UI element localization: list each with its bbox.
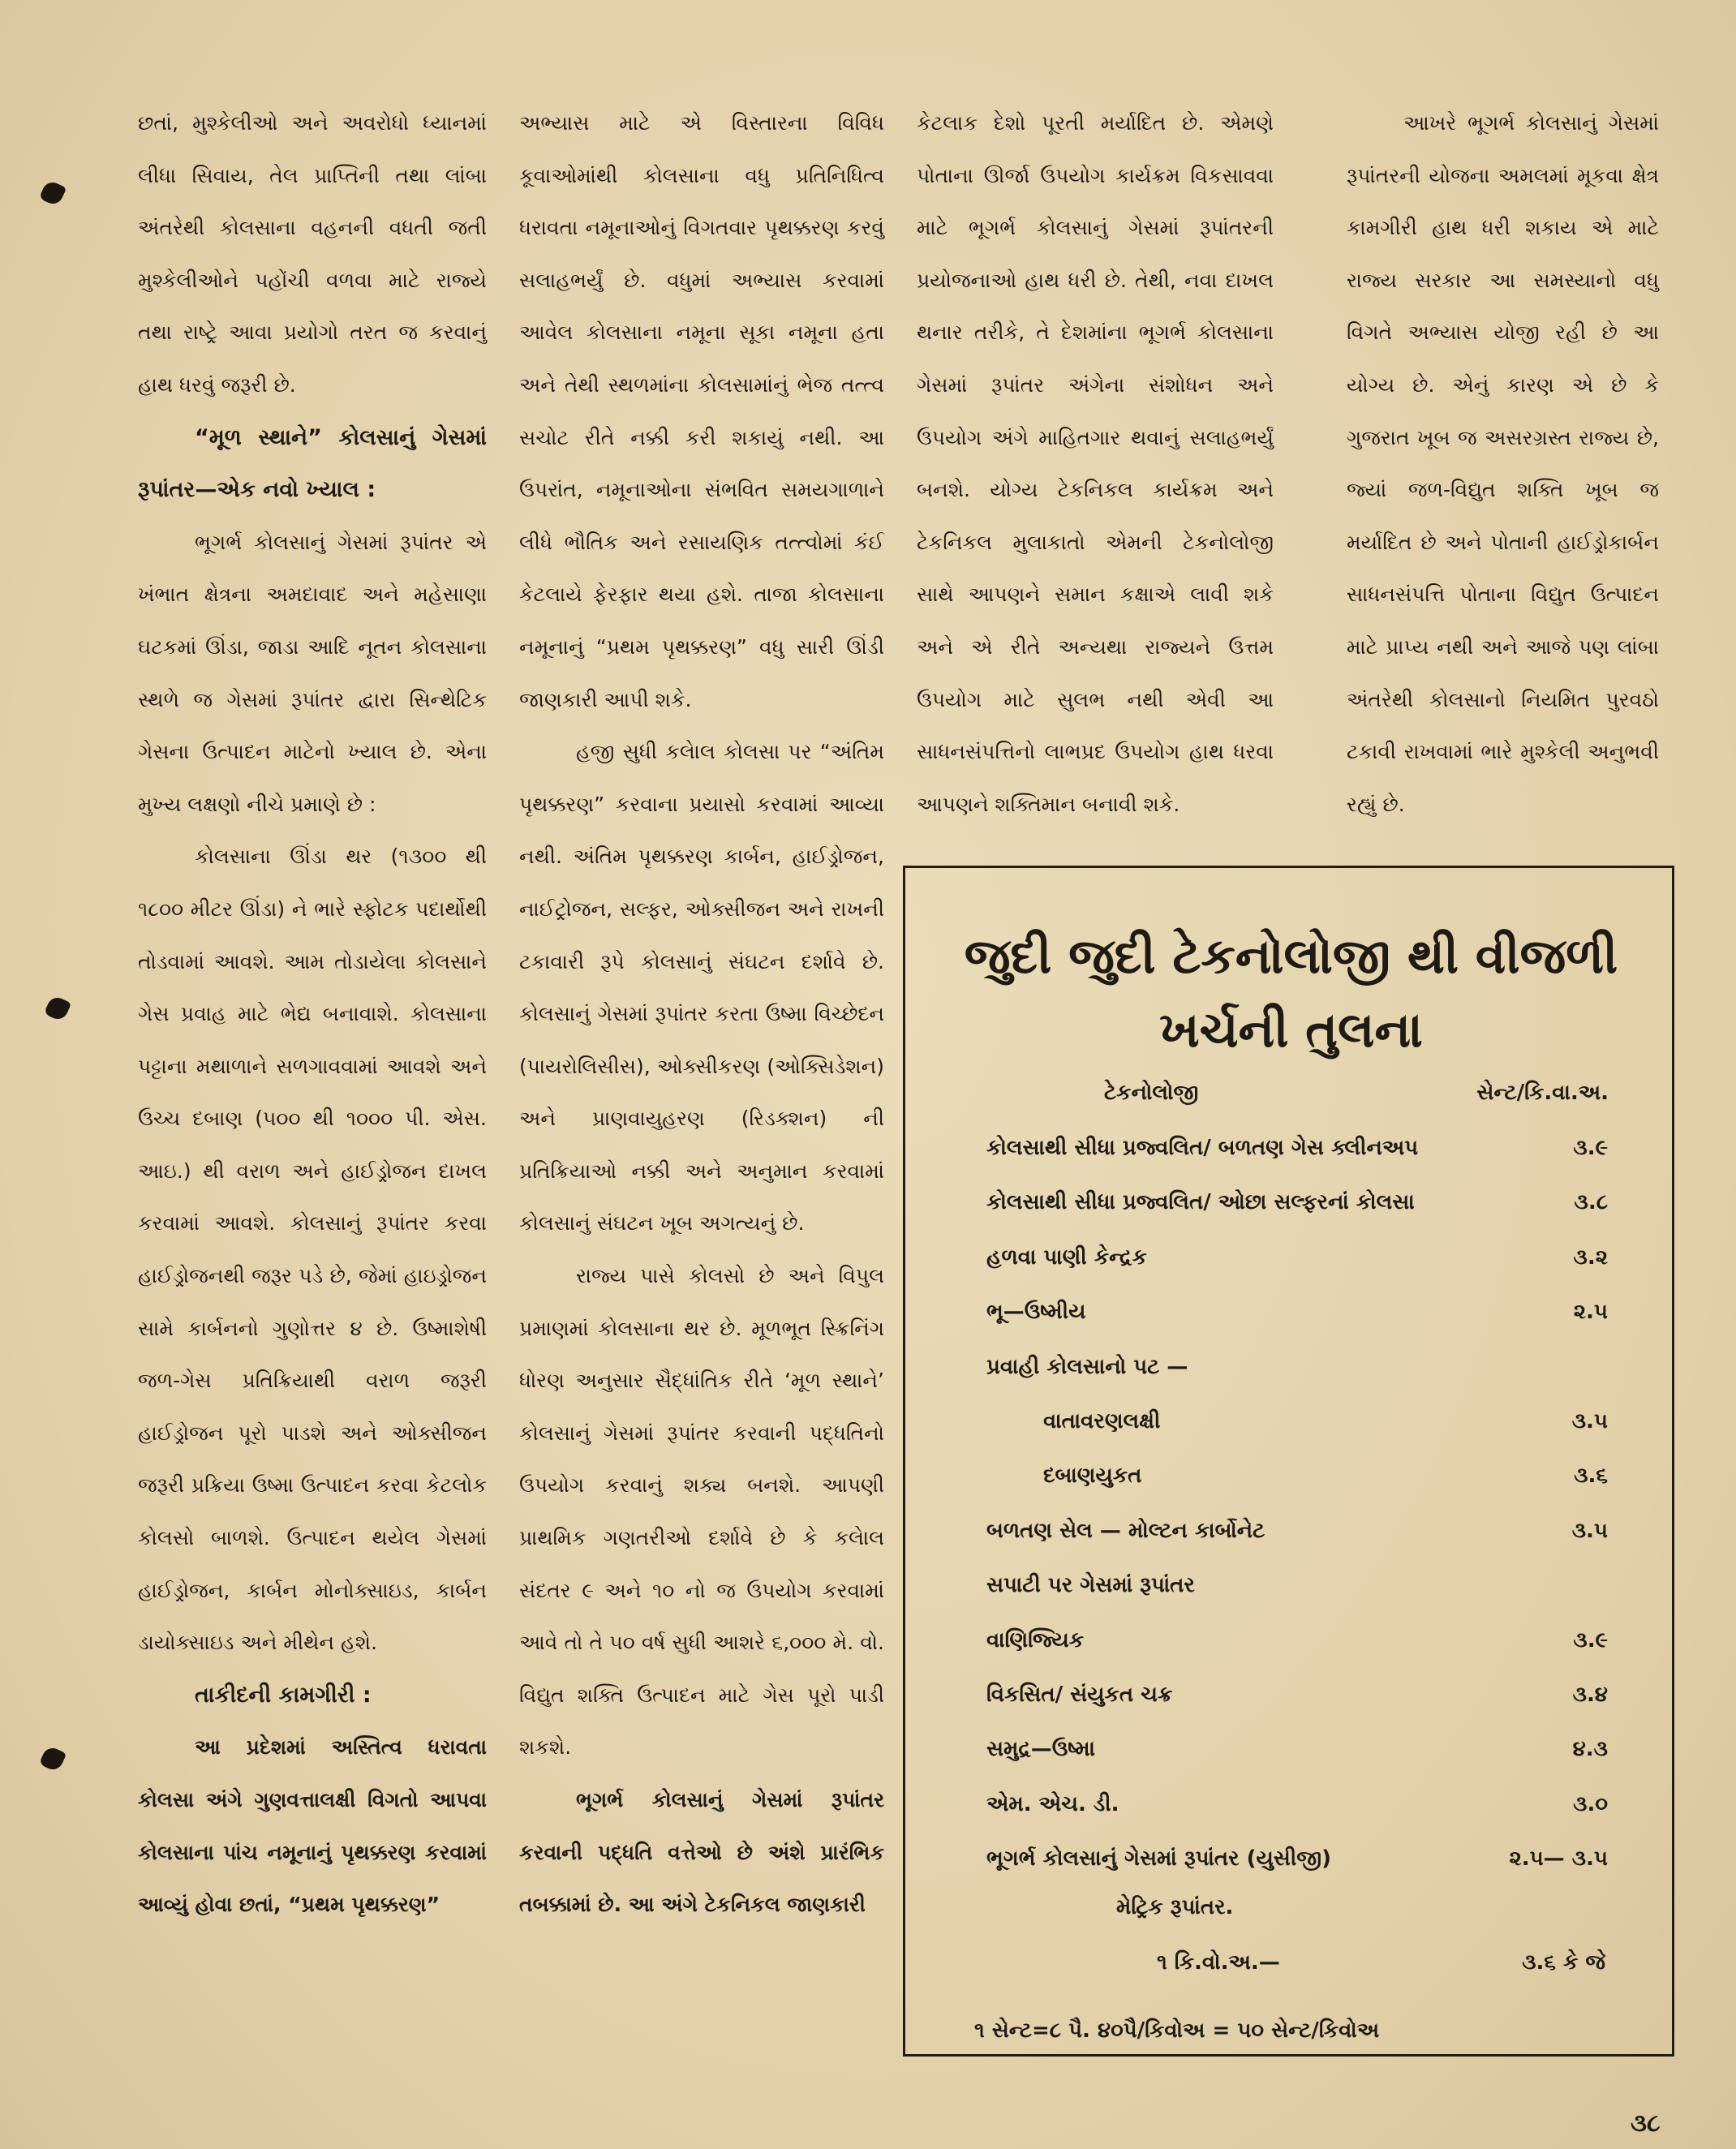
row-value: ૨.૫— ૩.૫ [1509,1846,1608,1872]
row-label: કોલસાથી સીધા પ્રજ્વલિત/ ઓછા સલ્ફરનાં કોલસા [986,1190,1415,1215]
table-row [905,1245,1677,1278]
cost-comparison-box [903,866,1674,2057]
row-value: ૩.૮ [1574,1190,1608,1215]
paragraph: આ પ્રદેશમાં અસ્તિત્વ ધરાવતા કોલસા અંગે ગુણવત્તાલક્ષી વિગતો આપવા કોલસાના પાંચ નમૂનાનું પૃથક્કરણ કરવામાં આવ્યું હોવા છતાં, “પ્રથમ પૃથક્કરણ” [138,1735,487,1917]
row-value: ૩.૨ [1573,1244,1608,1270]
table-row [905,1519,1677,1551]
currency-conversion: ૧ સેન્ટ=૮ પૈ. ૪૦પૈ/કિવોઅ = ૫૦ સેન્ટ/કિવોઅ [974,2018,1380,2043]
row-label: ભૂગર્ભ કોલસાનું ગેસમાં રૂપાંતર (યુસીજી) [986,1846,1332,1872]
text-column-3 [917,97,1274,831]
ink-blot [44,995,72,1023]
row-label: બળતણ સેલ — મોલ્ટન કાર્બોનેટ [986,1518,1265,1543]
row-value: ૨.૫ [1573,1300,1608,1325]
table-row [905,1463,1677,1496]
metric-conversion-value: ૩.૬ કે જે [1522,1950,1605,1975]
row-label: સમુદ્ર—ઉષ્મા [986,1737,1096,1762]
row-value: ૩.૦ [1573,1791,1608,1816]
paragraph: છતાં, મુશ્કેલીઓ અને અવરોધો ધ્યાનમાં લીધા સિવાય, તેલ પ્રાપ્તિની તથા લાંબા અંતરેથી કોલસાના વહનની વધતી જતી મુશ્કેલીઓને પહોંચી વળવા માટે રાજ્યે તથા રાષ્ટ્રે આવા પ્રયોગો તરત જ કરવાનું હાથ ધરવું જરૂરી છે. [138,111,487,397]
text-column-2 [519,97,884,1932]
paragraph: ભૂગર્ભ કોલસાનું ગેસમાં રૂપાંતર કરવાની પદ્ધતિ વત્તેઓ છે અંશે પ્રારંભિક તબક્કામાં છે. આ અંગે ટેકનિકલ જાણકારી [519,1788,884,1917]
row-label: ભૂ—ઉષ્મીય [986,1300,1086,1325]
row-label: દબાણયુકત [1043,1463,1142,1489]
row-value: ૩.૬ [1574,1463,1608,1489]
box-title-line2: ખર્ચની તુલના [1159,1002,1423,1059]
paragraph: અભ્યાસ માટે એ વિસ્તારના વિવિધ કૂવાઓમાંથી કોલસાના વધુ પ્રતિનિધિત્વ ધરાવતા નમૂનાઓનું વિગતવાર પૃથક્કરણ કરવું સલાહભર્યું છે. વધુમાં અભ્યાસ કરવામાં આવેલ કોલસાના નમૂના સૂકા નમૂના હતા અને તેથી સ્થળમાંના કોલસામાંનું ભેજ તત્ત્વ સચોટ રીતે નક્કી કરી શકાયું નથી. આ ઉપરાંત, નમૂનાઓના સંભવિત સમયગાળાને લીધે ભૌતિક અને રસાયણિક તત્ત્વોમાં કંઈ કેટલાયે ફેરફાર થયા હશે. તાજા કોલસાના નમૂનાનું “પ્રથમ પૃથક્કરણ” વધુ સારી ઊંડી જાણકારી આપી શકે. [519,111,884,711]
row-value: ૪.૩ [1572,1737,1608,1762]
row-label: એમ. એચ. ડી. [986,1791,1119,1816]
ink-blot [39,179,67,208]
row-value: ૩.૫ [1571,1518,1608,1543]
table-row [905,1300,1677,1332]
row-value: ૩.૯ [1573,1627,1608,1653]
box-title-line1: જુદી જુદી ટેકનોલોજી થી વીજળી [964,928,1618,985]
text-column-1 [138,97,487,1932]
row-value: ૩.૯ [1573,1136,1608,1160]
paragraph: કોલસાના ઊંડા થર (૧૩૦૦ થી ૧૮૦૦ મીટર ઊંડા) ને ભારે સ્ફોટક પદાર્થોથી તોડવામાં આવશે. આમ તોડાયેલા કોલસાને ગેસ પ્રવાહ માટે ભેદ્ય બનાવાશે. કોલસાના પટ્ટાના મથાળાને સળગાવવામાં આવશે અને ઉચ્ચ દબાણ (૫૦૦ થી ૧૦૦૦ પી. એસ. આઇ.) થી વરાળ અને હાઈડ્રોજન દાખલ કરવામાં આવશે. કોલસાનું રૂપાંતર કરવા હાઈડ્રોજનથી જરૂર પડે છે, જેમાં હાઇડ્રોજન સામે કાર્બનનો ગુણોત્તર ૪ છે. ઉષ્માશેષી જળ-ગેસ પ્રતિક્રિયાથી વરાળ જરૂરી હાઈડ્રોજન પૂરો પાડશે અને ઓક્સીજન જરૂરી પ્રક્રિયા ઉષ્મા ઉત્પાદન કરવા કેટલોક કોલસો બાળશે. ઉત્પાદન થયેલ ગેસમાં હાઈડ્રોજન, કાર્બન મોનોક્સાઇડ, કાર્બન ડાયોક્સાઇડ અને મીથેન હશે. [138,845,487,1655]
page-number: ૩૮ [1631,2109,1661,2138]
row-label: સપાટી પર ગેસમાં રૂપાંતર [986,1573,1195,1598]
table-row [905,1573,1677,1605]
table-row [905,1409,1677,1442]
row-label: વાતાવરણલક્ષી [1043,1409,1161,1433]
row-value: ૩.૫ [1571,1409,1608,1433]
column-header-unit: સેન્ટ/કિ.વા.અ. [1476,1081,1609,1105]
row-label: પ્રવાહી કોલસાનો પટ — [986,1354,1188,1379]
paragraph: આખરે ભૂગર્ભ કોલસાનું ગેસમાં રૂપાંતરની યોજના અમલમાં મૂકવા ક્ષેત્ર કામગીરી હાથ ધરી શકાય એ માટે રાજ્ય સરકાર આ સમસ્યાનો વધુ વિગતે અભ્યાસ યોજી રહી છે આ યોગ્ય છે. એનું કારણ એ છે કે ગુજરાત ખૂબ જ અસરગ્રસ્ત રાજ્ય છે, જ્યાં જળ-વિદ્યુત શક્તિ ખૂબ જ મર્યાદિત છે અને પોતાની હાઈડ્રોકાર્બન સાધનસંપત્તિ પોતાના વિદ્યુત ઉત્પાદન માટે પ્રાપ્ય નથી અને આજે પણ લાંબા અંતરેથી કોલસાનો નિયમિત પુરવઠો ટકાવી રાખવામાં ભારે મુશ્કેલી અનુભવી રહ્યું છે. [1347,111,1659,816]
table-row [905,1737,1677,1769]
row-value: ૩.૪ [1572,1683,1608,1707]
paragraph: કેટલાક દેશો પૂરતી મર્યાદિત છે. એમણે પોતાના ઊર્જા ઉપયોગ કાર્યક્રમ વિકસાવવા માટે ભૂગર્ભ કોલસાનું ગેસમાં રૂપાંતરની પ્રયોજનાઓ હાથ ધરી છે. તેથી, નવા દાખલ થનાર તરીકે, તે દેશમાંના ભૂગર્ભ કોલસાના ગેસમાં રૂપાંતર અંગેના સંશોધન અને ઉપયોગ અંગે માહિતગાર થવાનું સલાહભર્યું બનશે. યોગ્ય ટેકનિકલ કાર્યક્રમ અને ટેકનિકલ મુલાકાતો એમની ટેકનોલોજી સાથે આપણને સમાન કક્ષાએ લાવી શકે અને એ રીતે અન્યથા રાજ્યને ઉત્તમ ઉપયોગ માટે સુલભ નથી એવી આ સાધનસંપત્તિનો લાભપ્રદ ઉપયોગ હાથ ધરવા આપણને શક્તિમાન બનાવી શકે. [917,111,1274,816]
paragraph: ભૂગર્ભ કોલસાનું ગેસમાં રૂપાંતર એ ખંભાત ક્ષેત્રના અમદાવાદ અને મહેસાણા ઘટકમાં ઊંડા, જાડા આદિ નૂતન કોલસાના સ્થળે જ ગેસમાં રૂપાંતર દ્વારા સિન્થેટિક ગેસના ઉત્પાદન માટેનો ખ્યાલ છે. એના મુખ્ય લક્ષણો નીચે પ્રમાણે છે : [138,530,487,816]
metric-conversion-label: ૧ કિ.વો.અ.— [1157,1950,1280,1975]
row-label: હળવા પાણી કેન્દ્રક [986,1244,1147,1270]
row-label: વાણિજ્યિક [986,1627,1085,1653]
paragraph: “મૂળ સ્થાને” કોલસાનું ગેસમાં રૂપાંતર—એક નવો ખ્યાલ : [138,424,487,503]
table-row [905,1355,1677,1387]
column-header-technology: ટેકનોલોજી [1104,1081,1199,1105]
text-column-4 [1347,97,1659,831]
table-row [905,1792,1677,1825]
paragraph: રાજ્ય પાસે કોલસો છે અને વિપુલ પ્રમાણમાં કોલસાના થર છે. મૂળભૂત સ્ક્રિનિંગ ધોરણ અનુસાર સૈદ્ધાંતિક રીતે ‘મૂળ સ્થાને’ કોલસાનું ગેસમાં રૂપાંતર કરવાની પદ્ધતિનો ઉપયોગ કરવાનું શક્ય બનશે. આપણી પ્રાથમિક ગણતરીઓ દર્શાવે છે કે કલેાલ સંદતર ૯ અને ૧૦ નો જ ઉપયોગ કરવામાં આવે તો તે ૫૦ વર્ષ સુધી આશરે ૬,૦૦૦ મે. વો. વિદ્યુત શક્તિ ઉત્પાદન માટે ગેસ પૂરો પાડી શકશે. [519,1264,884,1760]
table-row [905,1190,1677,1223]
ink-blot [39,1745,67,1773]
table-row [905,1683,1677,1715]
paragraph: તાકીદની કામગીરી : [195,1682,372,1708]
metric-conversion-title: મેટ્રિક રૂપાંતર. [1116,1895,1234,1919]
table-row [905,1628,1677,1661]
row-label: કોલસાથી સીધા પ્રજ્વલિત/ બળતણ ગેસ ક્લીનઅપ [986,1136,1419,1160]
paragraph: હજી સુધી કલેાલ કોલસા પર “અંતિમ પૃથક્કરણ” કરવાના પ્રયાસો કરવામાં આવ્યા નથી. અંતિમ પૃથક્કરણ કાર્બન, હાઈડ્રોજન, નાઈટ્રોજન, સલ્ફર, ઓક્સીજન અને રાખની ટકાવારી રૂપે કોલસાનું સંઘટન દર્શાવે છે. કોલસાનું ગેસમાં રૂપાંતર કરતા ઉષ્મા વિચ્છેદન (પાયરોલિસીસ), ઓક્સીકરણ (ઓક્સિડેશન) અને પ્રાણવાયુહરણ (રિડક્શન) ની પ્રતિક્રિયાઓ નક્કી અને અનુમાન કરવામાં કોલસાનું સંઘટન ખૂબ અગત્યનું છે. [519,740,884,1236]
table-row [905,1136,1677,1168]
row-label: વિકસિત/ સંયુકત ચક્ર [986,1683,1173,1707]
table-row [905,1846,1677,1879]
